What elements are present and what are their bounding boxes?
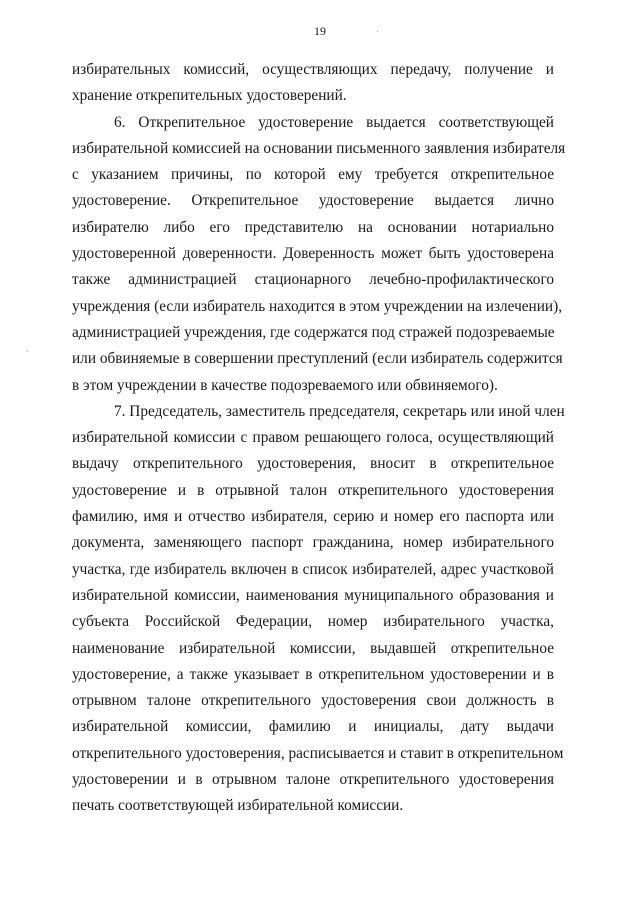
- text-line: субъекта Российской Федерации, номер избирательного участка,: [72, 613, 554, 631]
- text-line: документа, заменяющего паспорт гражданина, номер избирательного: [72, 534, 554, 552]
- text-line: отрывном талоне открепительного удостоверения свои должность в: [72, 692, 554, 710]
- text-line: фамилию, имя и отчество избирателя, серию и номер его паспорта или: [72, 508, 554, 526]
- text-line: с указанием причины, по которой ему требуется открепительное: [72, 166, 554, 184]
- text-line: удостоверенной доверенности. Доверенность может быть удостоверена: [72, 245, 554, 263]
- text-line: или обвиняемые в совершении преступлений (если избиратель содержится: [72, 350, 563, 368]
- text-line: также администрацией стационарного лечебно-профилактического: [72, 271, 554, 289]
- text-line: учреждения (если избиратель находится в этом учреждении на излечении),: [72, 297, 563, 315]
- text-line: удостоверение и в отрывной талон открепительного удостоверения: [72, 481, 554, 499]
- text-line: печать соответствующей избирательной комиссии.: [72, 797, 404, 815]
- body-text: [72, 57, 566, 820]
- page-number: 19: [314, 24, 326, 38]
- text-line: участка, где избиратель включен в список избирателей, адрес участковой: [72, 560, 554, 578]
- text-line: администрацией учреждения, где содержатся под стражей подозреваемые: [72, 323, 555, 341]
- text-line: удостоверение, а также указывает в открепительном удостоверении и в: [72, 665, 554, 683]
- scan-speck: ·: [376, 26, 379, 36]
- text-line: выдачу открепительного удостоверения, вносит в открепительное: [72, 455, 554, 473]
- text-line: избирательной комиссии, фамилию и инициалы, дату выдачи: [72, 718, 554, 736]
- paragraph-6-start: 6. Открепительное удостоверение выдается соответствующей: [114, 113, 554, 131]
- text-line: хранение открепительных удостоверений.: [72, 87, 347, 105]
- text-line: избирательной комиссией на основании письменного заявления избирателя: [72, 139, 566, 157]
- text-line: избирательных комиссий, осуществляющих передачу, получение и: [72, 61, 554, 78]
- paragraph-7-start: 7. Председатель, заместитель председателя, секретарь или иной член: [114, 402, 565, 420]
- text-line: избирательной комиссии, наименования муниципального образования и: [72, 586, 554, 604]
- text-line: удостоверение. Открепительное удостоверение выдается лично: [72, 192, 554, 210]
- text-line: наименование избирательной комиссии, выдавшей открепительное: [72, 639, 554, 657]
- text-line: в этом учреждении в качестве подозреваемого или обвиняемого).: [72, 376, 498, 394]
- text-line: избирательной комиссии с правом решающего голоса, осуществляющий: [72, 429, 554, 447]
- scan-speck: ·: [26, 346, 29, 356]
- text-line: избирателю либо его представителю на основании нотариально: [72, 218, 554, 236]
- text-line: удостоверении и в отрывном талоне открепительного удостоверения: [72, 771, 554, 789]
- text-line: открепительного удостоверения, расписывается и ставит в открепительном: [72, 744, 564, 762]
